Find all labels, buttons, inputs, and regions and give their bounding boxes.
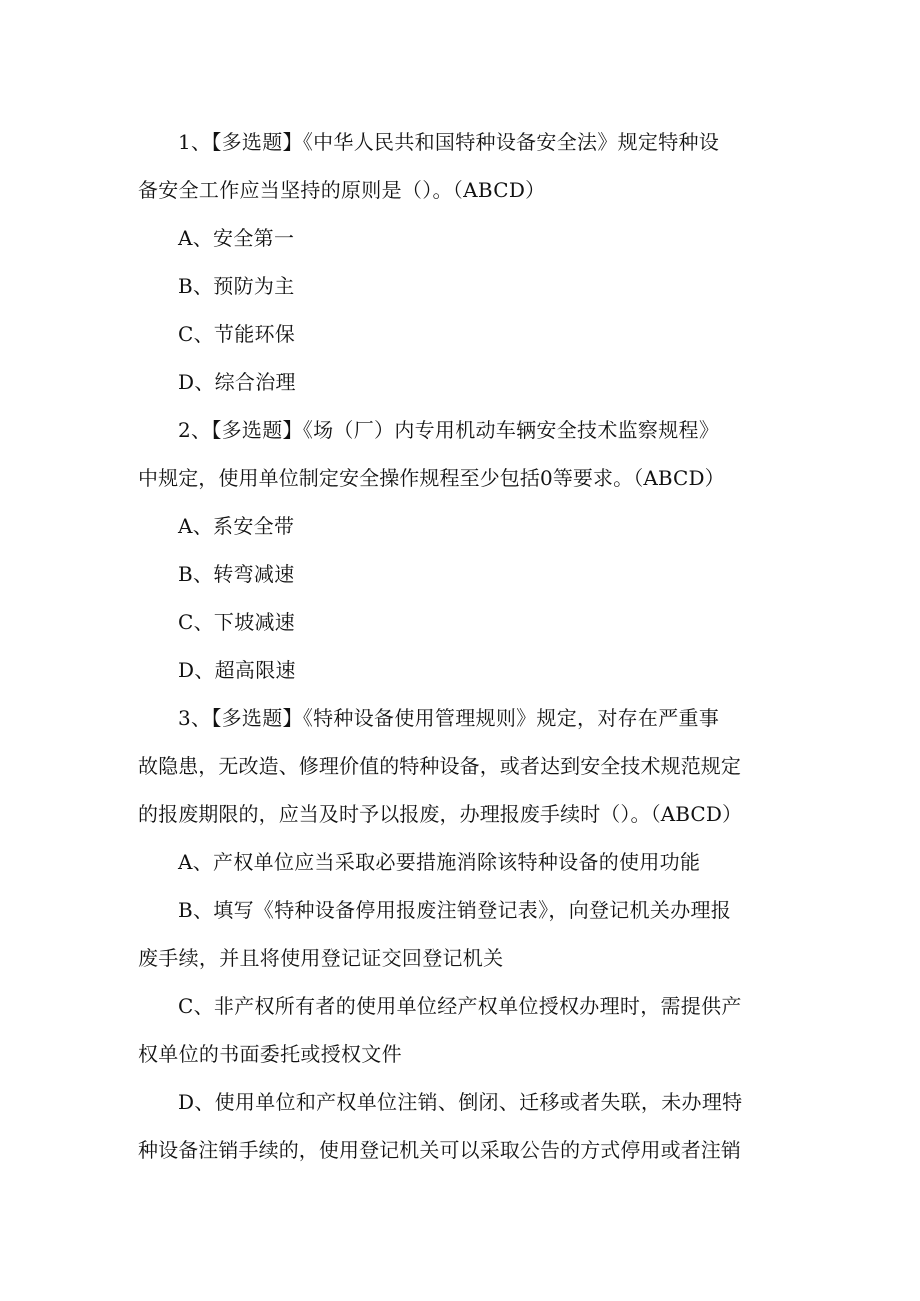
q1-option-d: D、综合治理 <box>178 370 296 394</box>
q1-stem-line-1: 1、【多选题】《中华人民共和国特种设备安全法》规定特种设 <box>178 130 720 154</box>
q3-option-d-line-2: 种设备注销手续的，使用登记机关可以采取公告的方式停用或者注销 <box>138 1138 741 1162</box>
q2-option-b: B、转弯减速 <box>178 562 295 586</box>
q2-stem-line-2: 中规定，使用单位制定安全操作规程至少包括0等要求。（ABCD） <box>138 466 725 490</box>
q3-stem-line-3: 的报废期限的，应当及时予以报废，办理报废手续时（）。（ABCD） <box>138 802 743 826</box>
q3-option-d-line-1: D、使用单位和产权单位注销、倒闭、迁移或者失联，未办理特 <box>178 1090 743 1114</box>
q3-stem-line-2: 故隐患，无改造、修理价值的特种设备，或者达到安全技术规范规定 <box>138 754 741 778</box>
q2-stem-line-1: 2、【多选题】《场（厂）内专用机动车辆安全技术监察规程》 <box>178 418 720 442</box>
q3-option-a: A、产权单位应当采取必要措施消除该特种设备的使用功能 <box>178 850 701 874</box>
q1-option-c: C、节能环保 <box>178 322 296 346</box>
q2-option-a: A、系安全带 <box>178 514 295 538</box>
q3-option-c-line-2: 权单位的书面委托或授权文件 <box>138 1042 402 1066</box>
q2-option-d: D、超高限速 <box>178 658 296 682</box>
q1-option-a: A、安全第一 <box>178 226 295 250</box>
q1-stem-line-2: 备安全工作应当坚持的原则是（）。（ABCD） <box>138 178 546 202</box>
q3-option-b-line-1: B、填写《特种设备停用报废注销登记表》，向登记机关办理报 <box>178 898 732 922</box>
q1-option-b: B、预防为主 <box>178 274 295 298</box>
q2-option-c: C、下坡减速 <box>178 610 296 634</box>
q3-stem-line-1: 3、【多选题】《特种设备使用管理规则》规定，对存在严重事 <box>178 706 720 730</box>
q3-option-b-line-2: 废手续，并且将使用登记证交回登记机关 <box>138 946 504 970</box>
q3-option-c-line-1: C、非产权所有者的使用单位经产权单位授权办理时，需提供产 <box>178 994 742 1018</box>
